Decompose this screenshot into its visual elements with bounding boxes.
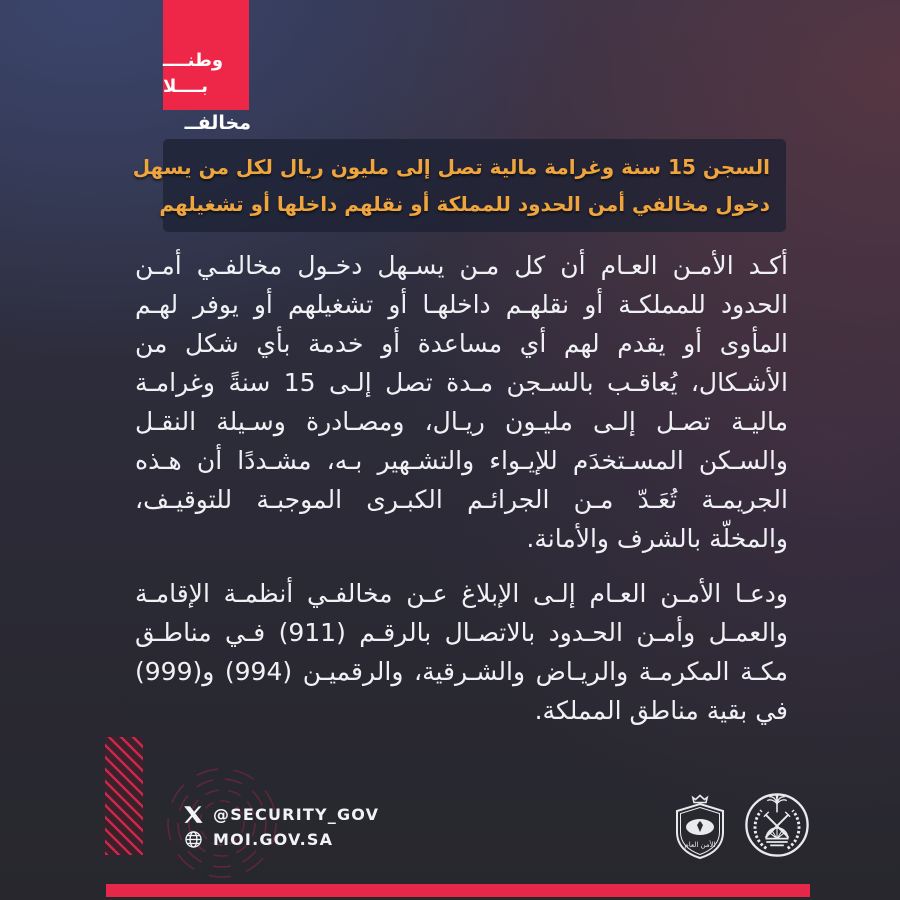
public-security-label: الأمن العام	[684, 841, 716, 849]
bottom-accent-bar	[106, 884, 810, 897]
website-url: MOI.GOV.SA	[213, 830, 334, 849]
body-line: المأوى أو يقدم لهم أي مساعدة أو خدمة بأي شكل من	[135, 329, 788, 358]
body-line: الجريمـة تُعَـدّ مـن الجرائـم الكبـرى الموجبـة للتوقيـف،	[135, 485, 788, 514]
public-security-logo	[665, 794, 735, 860]
body-line: أكـد الأمـن العـام أن كل مـن يسـهل دخـول مخالفـي أمـن	[135, 251, 788, 280]
website-row	[183, 829, 379, 850]
headline-line-2: دخول مخالفي أمن الحدود للمملكة أو نقلهم داخلها أو تشغيلهم	[159, 191, 770, 216]
body-line: الحدود للمملكـة أو نقلهـم داخلهـا أو تشغيلهم أو يوفر لهـم	[135, 290, 788, 319]
body-text	[135, 246, 788, 730]
paragraph-2	[135, 574, 788, 730]
paragraph-1	[135, 246, 788, 558]
brand-word-1: وطنــــ	[163, 50, 224, 71]
body-line: والعمـل وأمـن الحـدود بالاتصـال بالرقـم (911) فـي مناطـق	[135, 618, 788, 647]
body-line: الأشـكال، يُعاقـب بالسـجن مـدة تصل إلـى 15 سنةً وغرامـة	[135, 368, 788, 397]
twitter-handle: @SECURITY_GOV	[213, 805, 380, 824]
x-logo-icon	[183, 804, 204, 825]
headline-box	[132, 139, 786, 232]
body-line: ودعـا الأمـن العـام إلـى الإبلاغ عـن مخالفـي أنظمـة الإقامـة	[135, 579, 788, 608]
brand-word-2: بــــلا	[163, 76, 209, 97]
globe-icon	[183, 829, 204, 850]
body-line: مكـة المكرمـة والريـاض والشـرقية، والرقميـن (994) و(999)	[135, 657, 788, 686]
ministry-of-interior-logo	[743, 791, 811, 859]
body-line: والمخلّة بالشرف والأمانة.	[526, 524, 788, 553]
social-links	[183, 804, 379, 850]
headline-line-1: السجن 15 سنة وغرامة مالية تصل إلى مليون ريال لكل من يسهل	[132, 154, 770, 179]
twitter-row	[183, 804, 379, 825]
brand-word-3: مخالفــ	[184, 112, 251, 134]
body-line: والسـكن المسـتخدَم للإيـواء والتشـهير بـه، مشـددًا أن هـذه	[135, 446, 788, 475]
hatch-stripe-decoration	[105, 737, 143, 855]
brand-box	[163, 0, 249, 110]
body-line: في بقية مناطق المملكة.	[534, 696, 788, 725]
body-line: ماليـة تصـل إلـى مليـون ريـال، ومصـادرة وسـيلة النقـل	[135, 407, 788, 436]
